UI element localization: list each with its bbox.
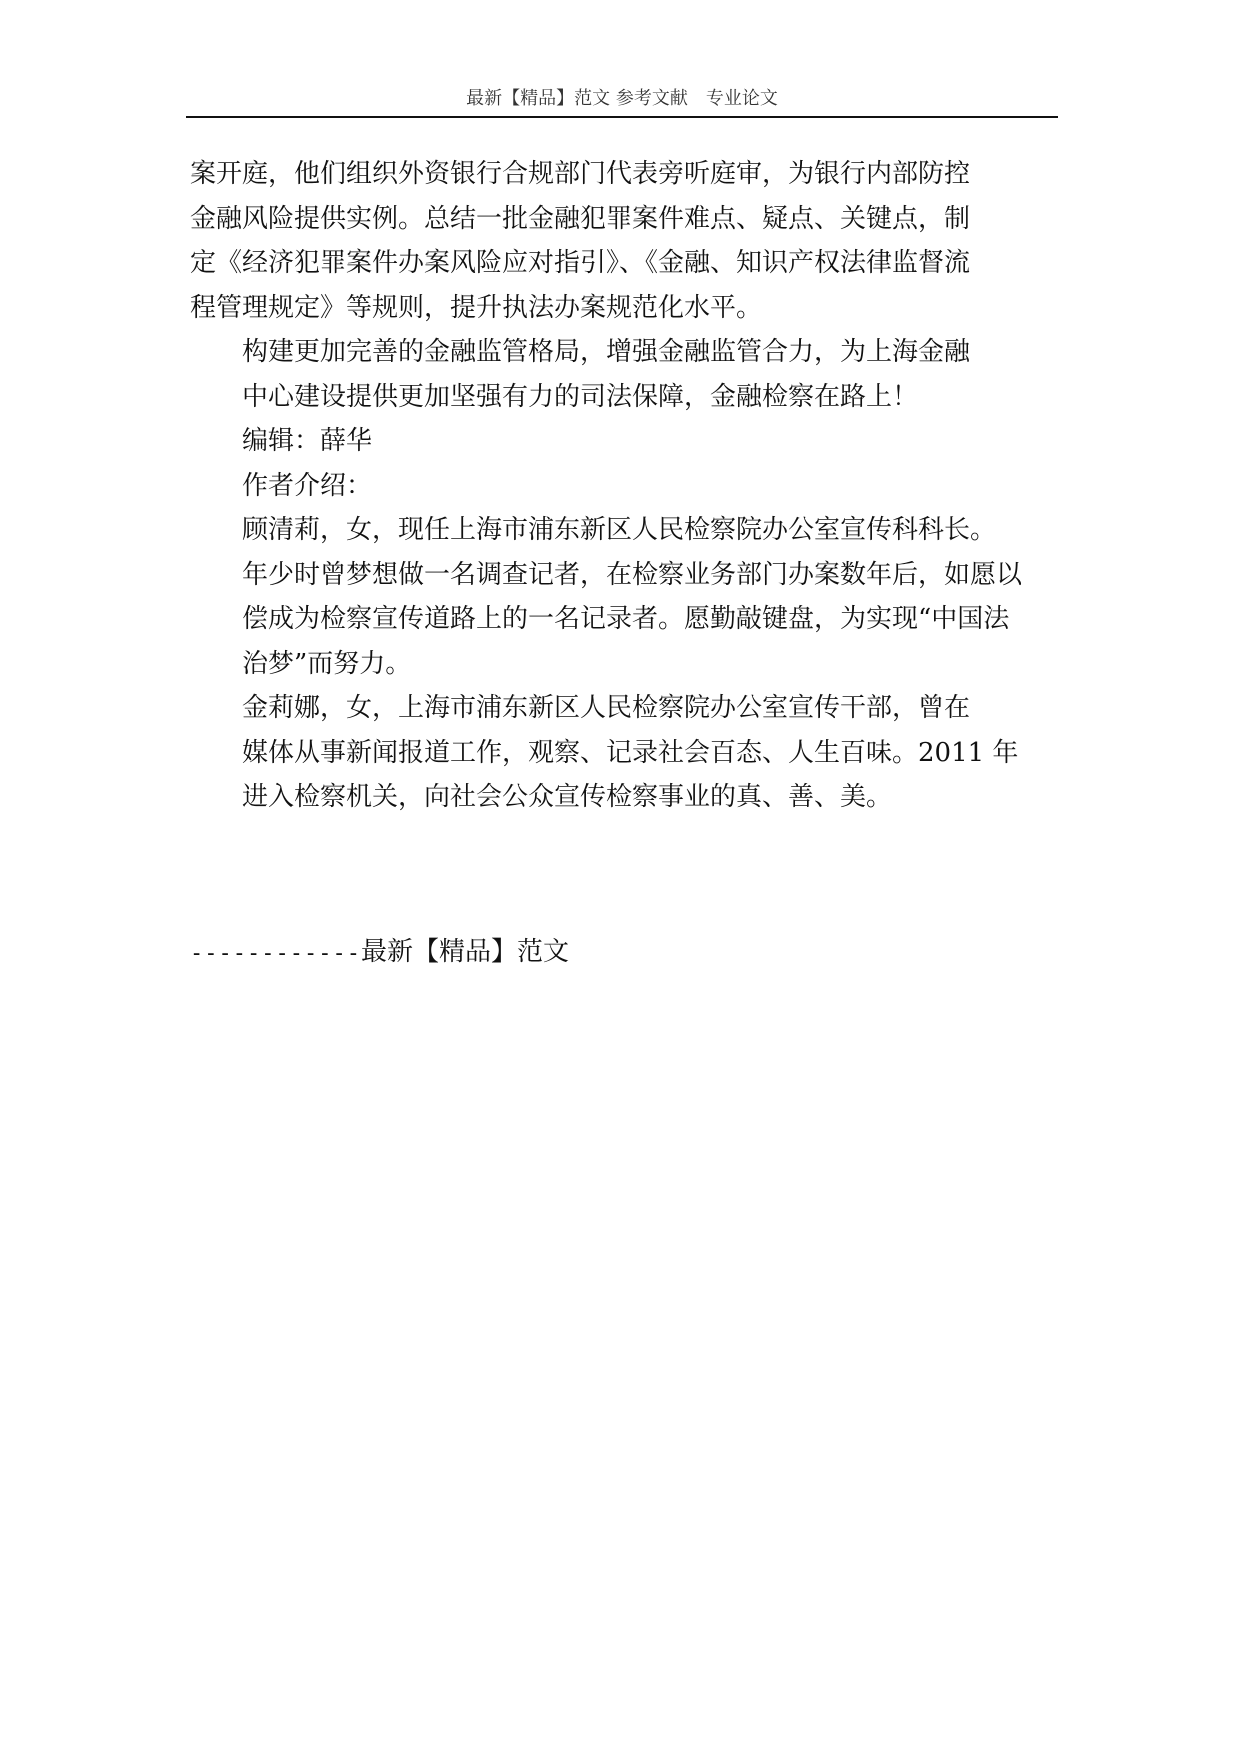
paragraph-author-1: [190, 508, 1058, 686]
paragraph-editor: [190, 419, 1058, 464]
text-line: 金融风险提供实例。总结一批金融犯罪案件难点、疑点、关键点，制: [190, 203, 971, 234]
footer-text: 最新【精品】范文: [360, 937, 569, 967]
text-line: 金莉娜，女，上海市浦东新区人民检察院办公室宣传干部，曾在: [242, 693, 971, 723]
text-line: 程管理规定》等规则，提升执法办案规范化水平。: [190, 292, 763, 323]
text-line: 顾清莉，女，现任上海市浦东新区人民检察院办公室宣传科科长。: [242, 515, 997, 545]
page-header: [186, 84, 1058, 114]
document-body: [190, 152, 1058, 820]
footer-dashes: ------------: [190, 941, 361, 966]
paragraph-financial-cases: [190, 152, 1058, 330]
text-line: 构建更加完善的金融监管格局，增强金融监管合力，为上海金融: [242, 337, 971, 367]
page-footer: [190, 930, 569, 976]
paragraph-author-2: [190, 686, 1058, 820]
text-line: 媒体从事新闻报道工作，观察、记录社会百态、人生百味。2011 年: [242, 737, 1019, 768]
paragraph-author-heading: [190, 464, 1058, 509]
text-line: 中心建设提供更加坚强有力的司法保障，金融检察在路上！: [242, 381, 919, 412]
text-line: 治梦”而努力。: [242, 648, 412, 679]
author-heading: 作者介绍：: [242, 470, 373, 501]
text-line: 年少时曾梦想做一名调查记者，在检察业务部门办案数年后，如愿以: [242, 559, 1023, 590]
text-line: 偿成为检察宣传道路上的一名记录者。愿勤敲键盘，为实现“中国法: [242, 604, 1010, 634]
header-divider: [186, 116, 1058, 118]
text-line: 案开庭，他们组织外资银行合规部门代表旁听庭审，为银行内部防控: [190, 159, 971, 189]
header-text: 最新【精品】范文 参考文献 专业论文: [466, 88, 778, 109]
editor-line: 编辑：薛华: [242, 426, 373, 456]
text-line: 进入检察机关，向社会公众宣传检察事业的真、善、美。: [242, 782, 893, 812]
text-line: 定《经济犯罪案件办案风险应对指引》、《金融、知识产权法律监督流: [190, 248, 971, 278]
paragraph-regulation: [190, 330, 1058, 419]
